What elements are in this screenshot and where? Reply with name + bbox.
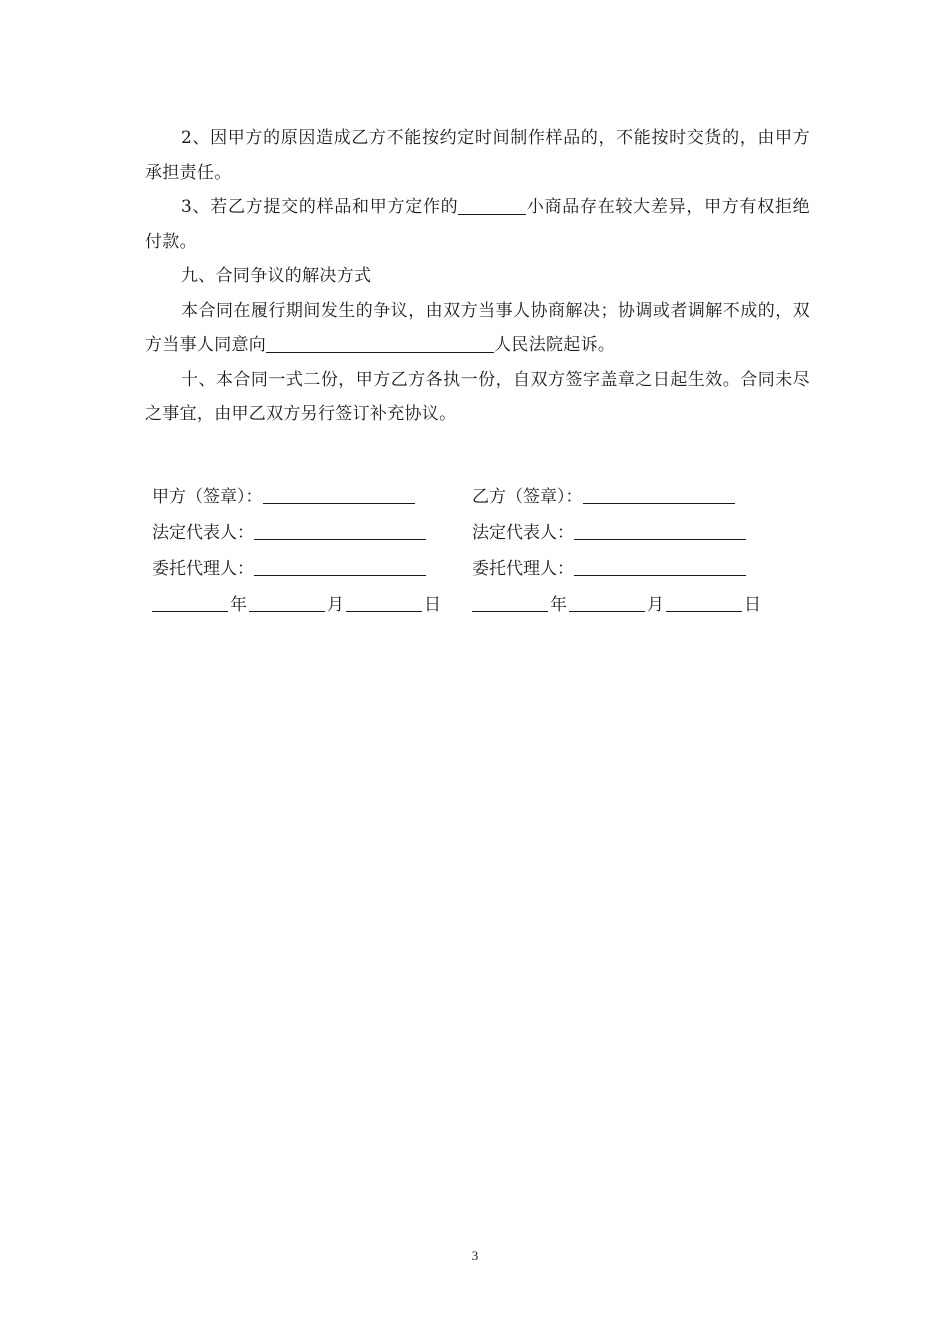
party-a-month-blank[interactable] xyxy=(249,593,325,612)
party-b-seal xyxy=(472,482,792,507)
party-a-seal-label: 甲方（签章）： xyxy=(152,486,263,507)
party-b-agent xyxy=(472,554,792,579)
clause-effectiveness xyxy=(145,363,810,432)
party-b-legal-rep-label: 法定代表人： xyxy=(472,522,574,543)
signature-row-seal xyxy=(152,476,792,512)
party-b-month-blank[interactable] xyxy=(569,593,645,612)
party-a-year-label: 年 xyxy=(230,594,247,615)
party-b-year-blank[interactable] xyxy=(472,593,548,612)
party-a-legal-rep-label: 法定代表人： xyxy=(152,522,254,543)
page-number: 3 xyxy=(471,1248,479,1263)
signature-block xyxy=(152,476,792,620)
party-b-seal-label: 乙方（签章）： xyxy=(472,486,583,507)
clause-sample-text-a: 3、若乙方提交的样品和甲方定作的 xyxy=(181,197,459,217)
party-a-legal-rep xyxy=(152,518,472,543)
party-b-month-label: 月 xyxy=(647,594,664,615)
contract-body xyxy=(145,121,810,432)
party-b-day-blank[interactable] xyxy=(666,593,742,612)
party-b-year-label: 年 xyxy=(550,594,567,615)
party-a-agent-blank[interactable] xyxy=(254,557,426,576)
signature-row-legal-rep xyxy=(152,512,792,548)
clause-responsibility xyxy=(145,121,810,190)
party-b-date xyxy=(472,590,792,615)
party-b-seal-blank[interactable] xyxy=(583,485,735,504)
party-b-agent-blank[interactable] xyxy=(574,557,746,576)
section-heading-dispute xyxy=(145,259,810,294)
party-a-day-label: 日 xyxy=(424,594,441,615)
party-a-agent xyxy=(152,554,472,579)
party-a-month-label: 月 xyxy=(327,594,344,615)
clause-dispute-text-b: 人民法院起诉。 xyxy=(494,335,616,355)
party-a-legal-rep-blank[interactable] xyxy=(254,521,426,540)
signature-row-date xyxy=(152,584,792,620)
party-a-agent-label: 委托代理人： xyxy=(152,558,254,579)
party-b-agent-label: 委托代理人： xyxy=(472,558,574,579)
clause-sample-difference xyxy=(145,190,810,259)
party-a-seal-blank[interactable] xyxy=(263,485,415,504)
clause-responsibility-text: 2、因甲方的原因造成乙方不能按约定时间制作样品的，不能按时交货的，由甲方承担责任。 xyxy=(145,128,810,183)
court-name-blank[interactable] xyxy=(266,334,494,353)
clause-dispute-text-a: 本合同在履行期间发生的争议，由双方当事人协商解决；协调或者调解不成的，双方当事人同意向 xyxy=(145,300,810,355)
party-a-day-blank[interactable] xyxy=(346,593,422,612)
clause-dispute-resolution xyxy=(145,294,810,363)
party-a-date xyxy=(152,590,472,615)
product-name-blank[interactable] xyxy=(458,196,526,215)
section-heading-dispute-text: 九、合同争议的解决方式 xyxy=(181,266,372,286)
signature-row-agent xyxy=(152,548,792,584)
party-a-year-blank[interactable] xyxy=(152,593,228,612)
clause-sample-text-b: 小商品存在较大差异，甲方有权拒绝付款。 xyxy=(145,197,810,252)
party-b-legal-rep-blank[interactable] xyxy=(574,521,746,540)
party-a-seal xyxy=(152,482,472,507)
clause-effectiveness-text: 十、本合同一式二份，甲方乙方各执一份，自双方签字盖章之日起生效。合同未尽之事宜，由甲乙双方另行签订补充协议。 xyxy=(145,369,810,424)
party-b-day-label: 日 xyxy=(744,594,761,615)
party-b-legal-rep xyxy=(472,518,792,543)
